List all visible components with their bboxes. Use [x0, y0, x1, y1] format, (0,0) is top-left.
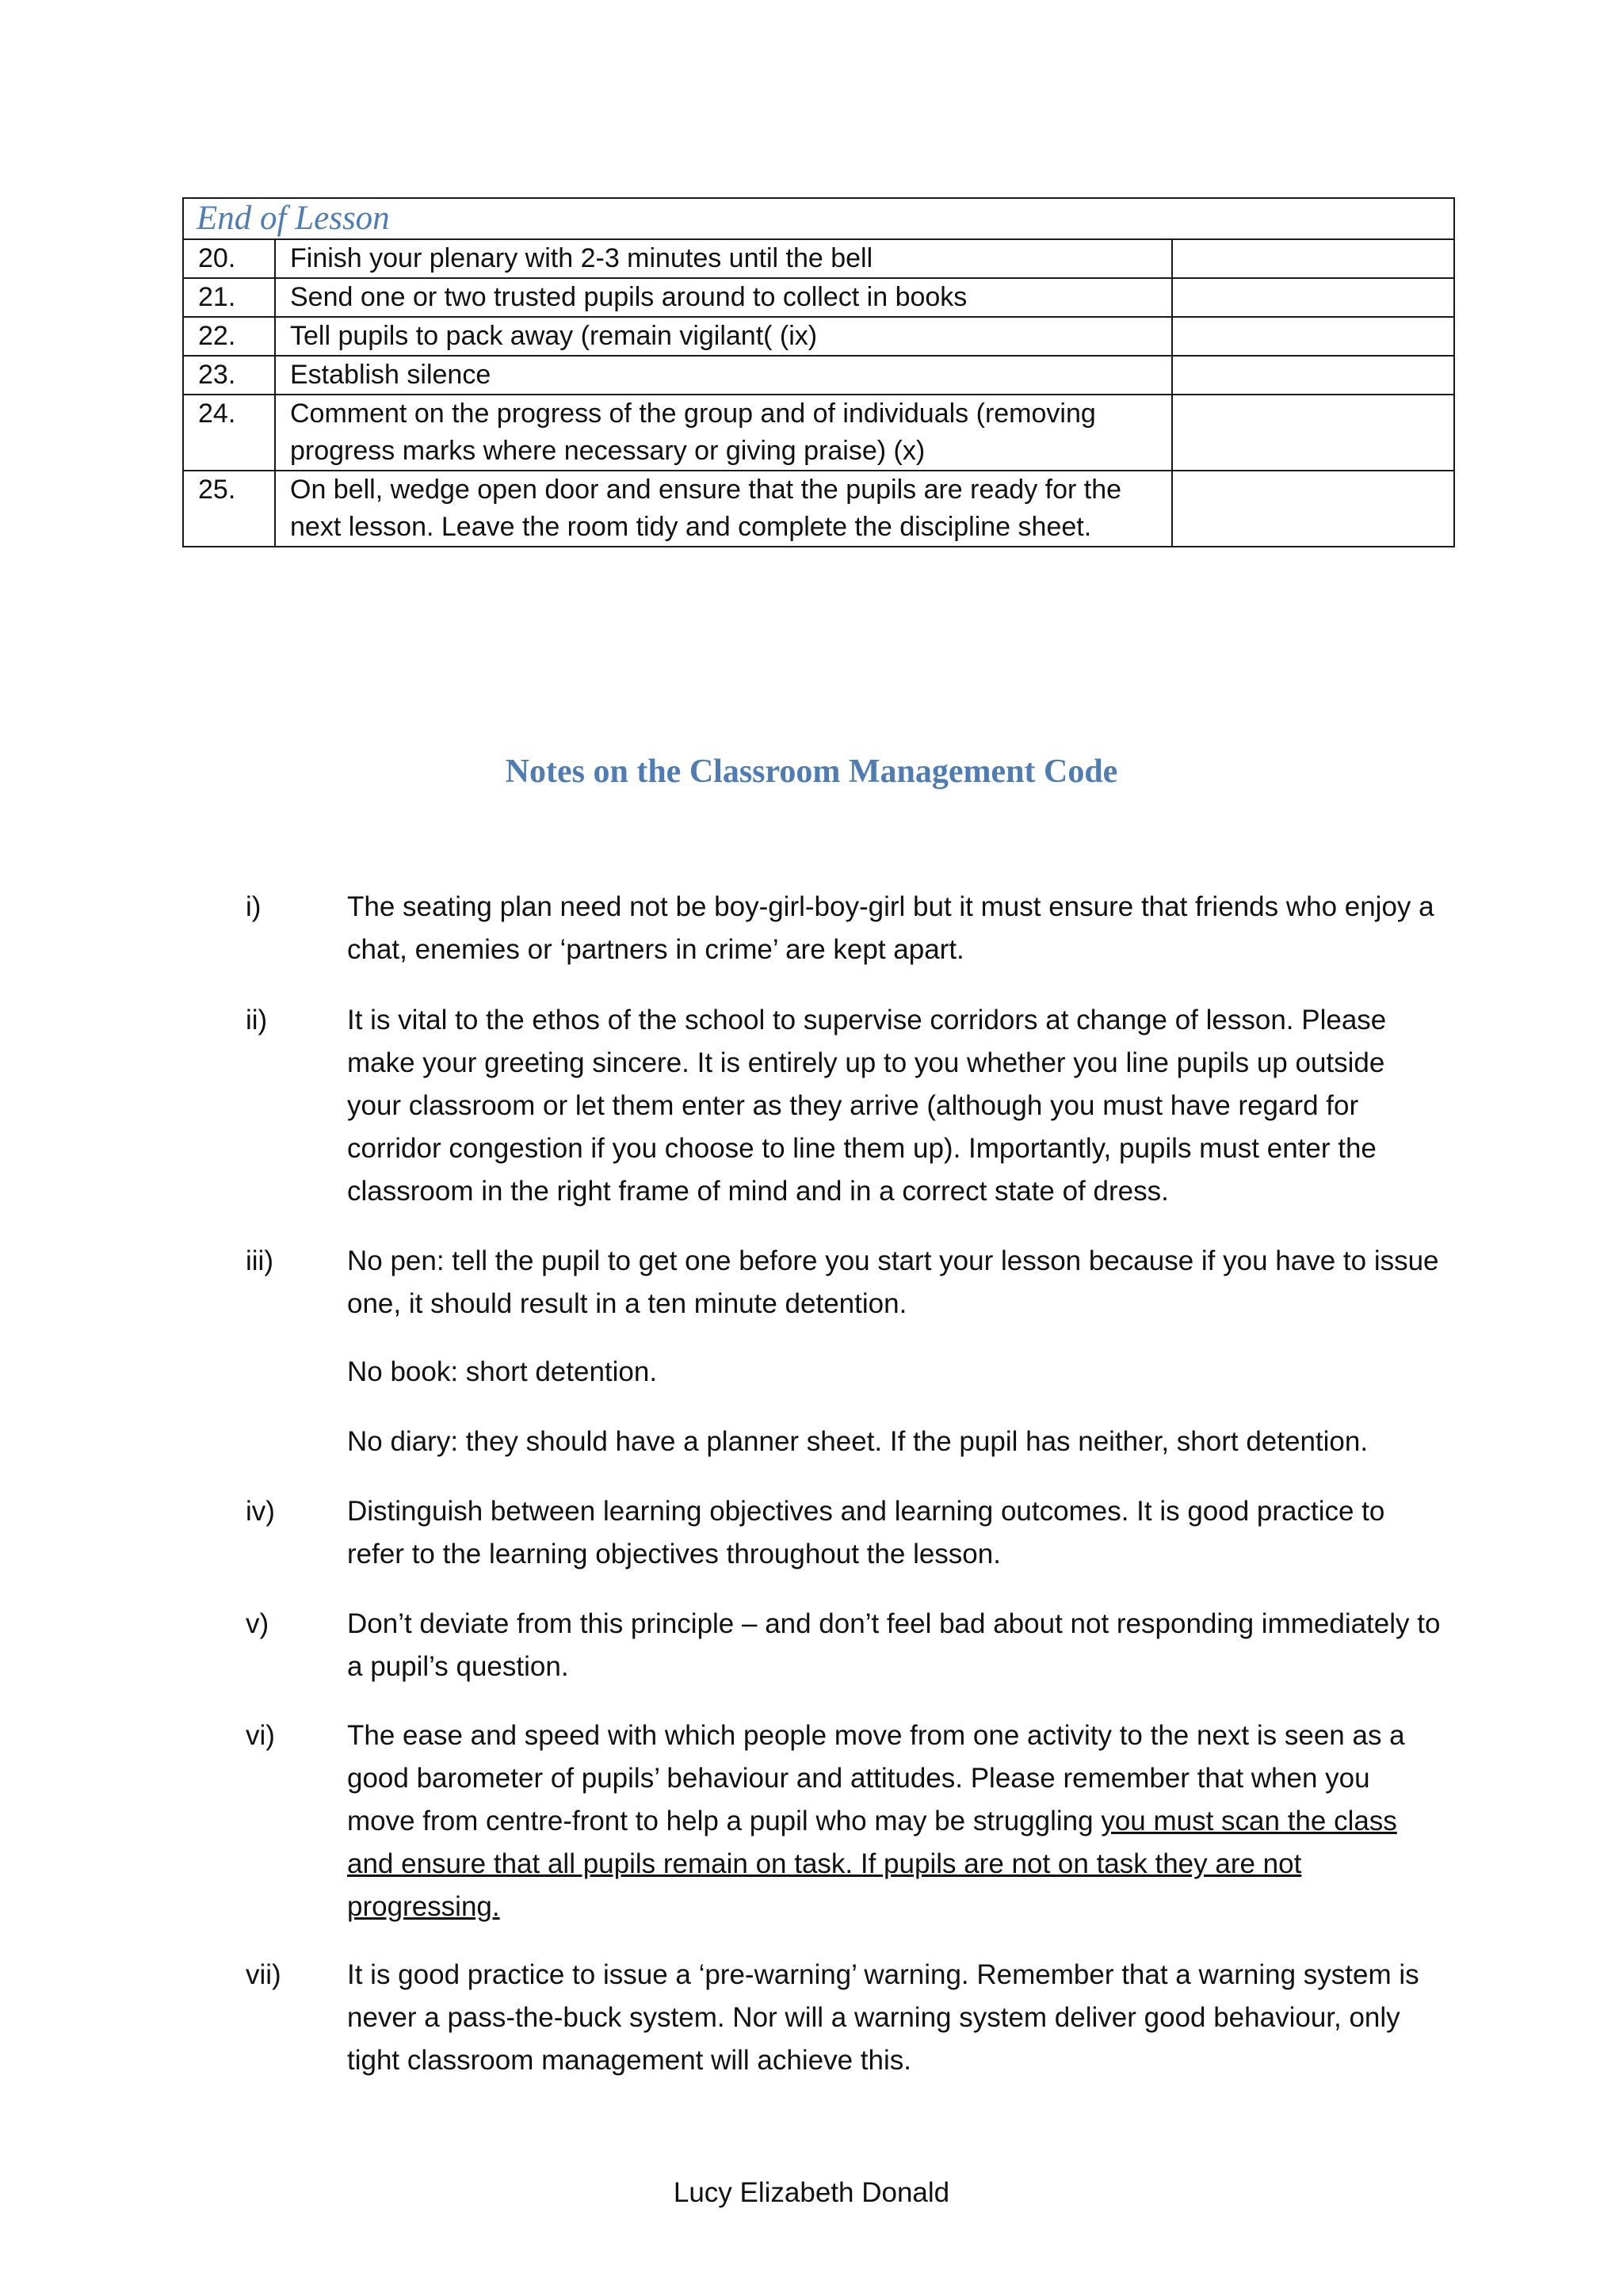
note-text: No pen: tell the pupil to get one before you start your lesson because if you have to issue one, it should result in a ten minute detention.: [347, 1245, 1439, 1319]
note-text: The seating plan need not be boy-girl-boy-girl but it must ensure that friends who enjoy a chat, enemies or ‘partners in crime’ are kept apart.: [347, 891, 1434, 965]
note-text: No book: short detention.: [347, 1356, 658, 1387]
row-number: 23.: [183, 356, 275, 395]
row-task: Send one or two trusted pupils around to collect in books: [275, 278, 1172, 317]
row-number: 21.: [183, 278, 275, 317]
note-text: Distinguish between learning objectives and learning outcomes. It is good practice to refer to the learning objectives throughout the lesson.: [347, 1496, 1385, 1569]
note-marker: ii): [246, 1005, 268, 1035]
row-task: Finish your plenary with 2-3 minutes until the bell: [275, 239, 1172, 278]
table-row: [183, 317, 1454, 356]
table-header-row: [183, 198, 1454, 239]
table-row: [183, 395, 1454, 471]
notes-title: Notes on the Classroom Management Code: [505, 753, 1118, 790]
note-text-underlined: you must scan the class and ensure that all pupils remain on task. If pupils are not on task they are not progressing.: [347, 1806, 1397, 1922]
row-check-cell: [1172, 239, 1454, 278]
row-check-cell: [1172, 356, 1454, 395]
row-check-cell: [1172, 278, 1454, 317]
row-task: Tell pupils to pack away (remain vigilant( (ix): [275, 317, 1172, 356]
note-marker: iv): [246, 1496, 275, 1527]
row-number: 22.: [183, 317, 275, 356]
table-row: [183, 239, 1454, 278]
note-marker: vi): [246, 1720, 275, 1751]
note-text: Don’t deviate from this principle – and don’t feel bad about not responding immediately to a pupil’s question.: [347, 1608, 1441, 1682]
note-marker: iii): [246, 1245, 273, 1276]
table-row: [183, 471, 1454, 547]
row-number: 24.: [183, 395, 275, 471]
row-task: Establish silence: [275, 356, 1172, 395]
note-text: [347, 1714, 1441, 1928]
row-check-cell: [1172, 395, 1454, 471]
row-check-cell: [1172, 471, 1454, 547]
footer-author: Lucy Elizabeth Donald: [673, 2177, 950, 2208]
end-of-lesson-table: [182, 197, 1455, 547]
note-marker: v): [246, 1608, 269, 1639]
table-row: [183, 356, 1454, 395]
note-text: No diary: they should have a planner sheet. If the pupil has neither, short detention.: [347, 1426, 1369, 1457]
note-text: It is good practice to issue a ‘pre-warning’ warning. Remember that a warning system is never a pass-the-buck system. Nor will a warning system deliver good behaviour, only tight classroom management will achieve this.: [347, 1959, 1419, 2076]
note-marker: i): [246, 891, 262, 922]
table-row: [183, 278, 1454, 317]
row-number: 20.: [183, 239, 275, 278]
table-section-title: End of Lesson: [183, 198, 1454, 239]
row-check-cell: [1172, 317, 1454, 356]
note-marker: vii): [246, 1959, 281, 1990]
row-number: 25.: [183, 471, 275, 547]
row-task: On bell, wedge open door and ensure that the pupils are ready for the next lesson. Leave the room tidy and complete the discipline sheet.: [275, 471, 1172, 547]
note-text: It is vital to the ethos of the school to supervise corridors at change of lesson. Please make your greeting sincere. It is entirely up to you whether you line pupils up outside your classroom or let them enter as they arrive (although you must have regard for corridor congestion if you choose to line them up). Importantly, pupils must enter the classroom in the right frame of mind and in a correct state of dress.: [347, 1005, 1387, 1207]
note-text-plain: The ease and speed with which people move from one activity to the next is seen as a good barometer of pupils’ behaviour and attitudes. Please remember that when you move from centre-front to help a pupil who may be struggling: [347, 1720, 1405, 1836]
row-task: Comment on the progress of the group and of individuals (removing progress marks where necessary or giving praise) (x): [275, 395, 1172, 471]
